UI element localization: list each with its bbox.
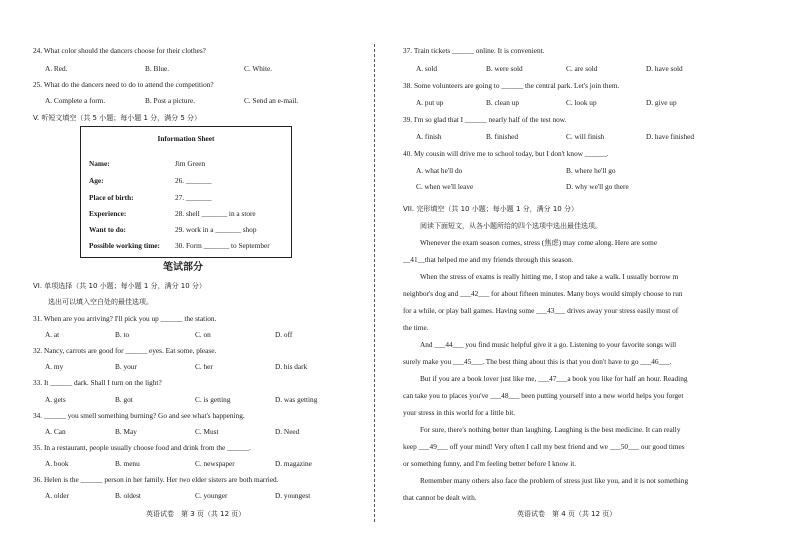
info-value-want: 29. work in a _______ shop (175, 225, 257, 234)
info-label-working-time: Possible working time: (89, 241, 160, 250)
left-page-footer: 英语试卷 第 3 页（共 12 页） (146, 510, 246, 518)
info-value-experience: 28. shell _______ in a store (175, 209, 256, 218)
q24-option-c: C. White. (244, 64, 273, 73)
q32-option-b: B. your (115, 362, 137, 371)
passage-line-8: surely make you ___45___. The best thing about this is that you don't have to go ___46___. (403, 357, 672, 366)
info-sheet-title: Information Sheet (157, 134, 215, 143)
q25-option-b: B. Post a picture. (145, 96, 196, 105)
passage-line-4: neighbor's dog and ___42___ for about fifteen minutes. Many boys would simply choose to run (403, 289, 683, 298)
q35-option-b: B. menu (115, 459, 140, 468)
info-label-experience: Experience: (89, 209, 127, 218)
passage-line-10: can take you to places you've ___48___ been putting yourself into a new world helps you forget (403, 391, 684, 400)
q37-option-d: D. have sold (646, 64, 683, 73)
q39-option-c: C. will finish (566, 132, 605, 141)
section7-instruction: 阅读下面短文，从各小题所给的四个选项中选出最佳选项。 (420, 222, 602, 230)
passage-line-3: When the stress of exams is really hitting me, I stop and take a walk. I usually borrow m (420, 272, 679, 281)
passage-line-5: for a while, or play ball games. Having some ___43___ drives away your stress easily most of (403, 306, 679, 315)
q25-stem: 25. What do the dancers need to do to attend the competition? (33, 80, 214, 89)
q34-option-c: C. Must (195, 427, 219, 436)
q33-option-a: A. gets (45, 395, 66, 404)
q38-option-d: D. give up (646, 98, 677, 107)
q35-option-c: C. newspaper (195, 459, 235, 468)
q33-option-c: C. is getting (195, 395, 231, 404)
q38-stem: 38. Some volunteers are going to ______ the central park. Let's join them. (403, 81, 620, 90)
q38-option-b: B. clean up (486, 98, 520, 107)
q33-option-d: D. was getting (275, 395, 318, 404)
q31-option-b: B. to (115, 330, 130, 339)
q40-option-d: D. why we'll go there (566, 182, 629, 191)
q32-option-c: C. her (195, 362, 213, 371)
q40-option-a: A. what he'll do (416, 166, 463, 175)
section5-heading: V. 听短文填空（共 5 小题；每小题 1 分，满分 5 分） (33, 114, 202, 122)
information-sheet (80, 126, 292, 258)
q34-option-d: D. Need (275, 427, 300, 436)
q38-option-c: C. look up (566, 98, 597, 107)
q34-option-a: A. Can (45, 427, 66, 436)
q32-option-a: A. my (45, 362, 64, 371)
q35-stem: 35. In a restaurant, people usually choose food and drink from the ______. (33, 443, 251, 452)
passage-line-15: Remember many others also face the problem of stress just like you, and it is not something (420, 476, 689, 485)
q35-option-d: D. magazine (275, 459, 312, 468)
passage-line-14: or something funny, and I'm feeling better before I know it. (403, 459, 577, 468)
passage-line-6: the time. (403, 323, 429, 332)
q35-option-a: A. book (45, 459, 69, 468)
q24-option-b: B. Blue. (145, 64, 170, 73)
q39-option-d: D. have finished (646, 132, 695, 141)
info-label-want: Want to do: (89, 225, 126, 234)
q37-option-c: C. are sold (566, 64, 598, 73)
q32-option-d: D. his dark (275, 362, 308, 371)
passage-line-9: But if you are a book lover just like me, ___47___a book you like for half an hour. Reading (420, 374, 688, 383)
q33-stem: 33. It ______ dark. Shall I turn on the light? (33, 378, 162, 387)
q32-stem: 32. Nancy, carrots are good for ______ eyes. Eat some, please. (33, 346, 217, 355)
q31-option-c: C. on (195, 330, 211, 339)
info-value-birthplace: 27. _______ (175, 193, 212, 202)
passage-line-2: __41__that helped me and my friends through this season. (403, 255, 574, 264)
q33-option-b: B. got (115, 395, 133, 404)
q31-option-d: D. off (275, 330, 293, 339)
q39-stem: 39. I'm so glad that I ______ nearly half of the test now. (403, 115, 567, 124)
q39-option-a: A. finish (416, 132, 442, 141)
q40-stem: 40. My cousin will drive me to school today, but I don't know ______. (403, 149, 609, 158)
q24-option-a: A. Red. (45, 64, 68, 73)
right-page-footer: 英语试卷 第 4 页（共 12 页） (517, 510, 617, 518)
info-label-name: Name: (89, 159, 110, 168)
passage-line-13: keep ___49___ off your mind! Very often I call my best friend and we ___50___ our good times (403, 442, 685, 451)
info-value-age: 26. _______ (175, 176, 212, 185)
q37-stem: 37. Train tickets ______ online. It is convenient. (403, 46, 545, 55)
section6-instruction: 选出可以填入空白处的最佳选项。 (48, 298, 153, 306)
q36-option-d: D. youngest (275, 491, 311, 500)
q40-option-b: B. where he'll go (566, 166, 616, 175)
q25-option-c: C. Send an e-mail. (244, 96, 299, 105)
section7-heading: VII. 完形填空（共 10 小题；每小题 1 分，满分 10 分） (403, 205, 578, 213)
q25-option-a: A. Complete a form. (45, 96, 106, 105)
q36-option-c: C. younger (195, 491, 228, 500)
q34-option-b: B. May (115, 427, 137, 436)
q38-option-a: A. put up (416, 98, 444, 107)
q31-stem: 31. When are you arriving? I'll pick you up ______ the station. (33, 314, 217, 323)
column-divider (374, 44, 375, 522)
section6-heading: VI. 单项选择（共 10 小题；每小题 1 分，满分 10 分） (33, 282, 206, 290)
q37-option-a: A. sold (416, 64, 438, 73)
passage-line-16: that cannot be dealt with. (403, 493, 477, 502)
q36-stem: 36. Helen is the ______ person in her family. Her two elder sisters are both married. (33, 475, 279, 484)
q36-option-a: A. older (45, 491, 69, 500)
passage-line-7: And ___44___ you find music helpful give it a go. Listening to your favorite songs will (420, 340, 677, 349)
written-section-title: 笔试部分 (163, 262, 203, 273)
info-value-name: Jim Green (175, 159, 206, 168)
info-label-birthplace: Place of birth: (89, 193, 134, 202)
q34-stem: 34. ______ you smell something burning? Go and see what's happening. (33, 411, 245, 420)
q31-option-a: A. at (45, 330, 60, 339)
q40-option-c: C. when we'll leave (416, 182, 474, 191)
q24-stem: 24. What color should the dancers choose for their clothes? (33, 46, 206, 55)
passage-line-1: Whenever the exam season comes, stress (焦虑) may come along. Here are some (420, 238, 658, 247)
info-label-age: Age: (89, 176, 104, 185)
q36-option-b: B. oldest (115, 491, 141, 500)
passage-line-11: your stress in this world for a little bit. (403, 408, 516, 417)
passage-line-12: For sure, there's nothing better than laughing. Laughing is the best medicine. It can really (420, 425, 681, 434)
q37-option-b: B. were sold (486, 64, 523, 73)
q39-option-b: B. finished (486, 132, 519, 141)
info-value-working-time: 30. Form _______ to September (175, 241, 270, 250)
